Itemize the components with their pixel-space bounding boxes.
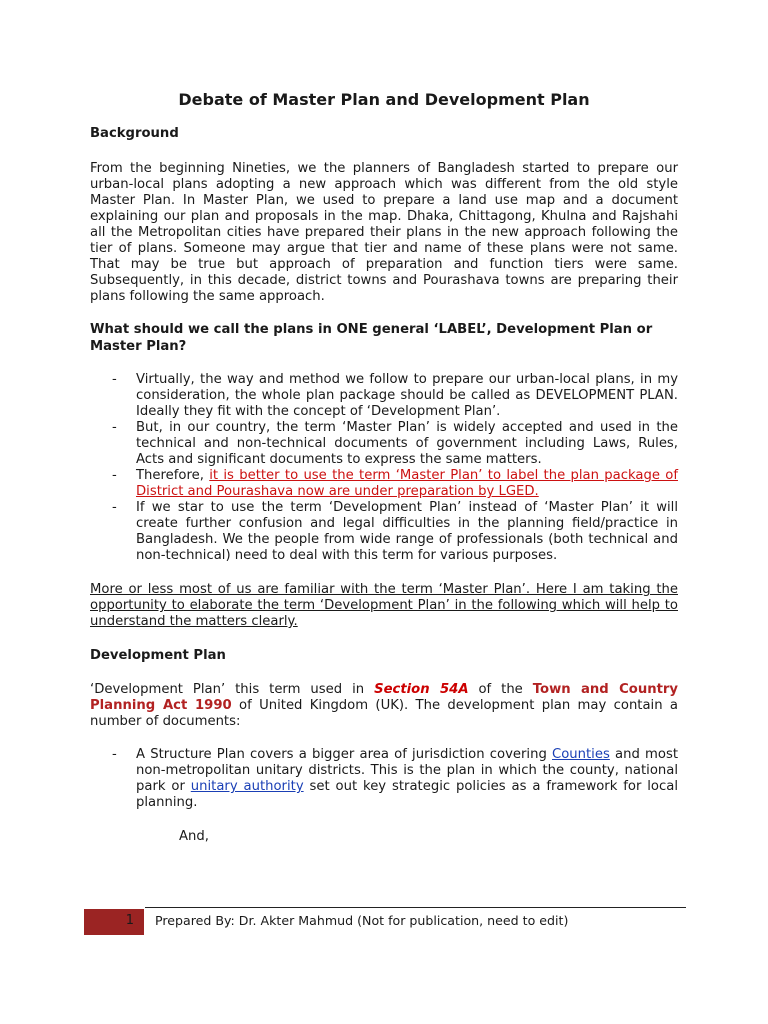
act-reference: Town and Country Planning Act 1990: [90, 682, 678, 713]
question-list: [112, 372, 678, 564]
structure-plan-text-1: A Structure Plan covers a bigger area of jurisdiction covering: [136, 747, 553, 762]
section-reference: Section 54A: [374, 682, 469, 697]
list-item: - If we star to use the term ‘Development Plan’ instead of ‘Master Plan’ it will create further confusion and legal difficulties in the planning field/practice in Bangladesh. We the people from wide range of professionals (both technical and non-technical) need to deal with this term for various purposes.: [112, 500, 678, 564]
counties-link[interactable]: Counties: [552, 747, 610, 762]
list-item: [112, 468, 678, 500]
document-title: Debate of Master Plan and Development Plan: [178, 90, 590, 109]
background-paragraph: From the beginning Nineties, we the planners of Bangladesh started to prepare our urban-local plans adopting a new approach which was different from the old style Master Plan. In Master Plan, we used to prepare a land use map and a document explaining our plan and proposals in the map. Dhaka, Chittagong, Khulna and Rajshahi all the Metropolitan cities have prepared their plans in the new approach following the tier of plans. Someone may argue that tier and name of these plans were not same. That may be true but approach of preparation and function tiers were same. Subsequently, in this decade, district towns and Pourashava towns are preparing their plans following the same approach.: [90, 161, 678, 304]
dp-text-end: of United Kingdom (UK). The development plan may contain a number of documents:: [90, 698, 678, 729]
structure-plan-text-2: and most non-metropolitan unitary districts. This is the plan in which the county, national park or: [136, 747, 678, 794]
footer-divider: [145, 907, 686, 908]
dp-text-mid: of the: [468, 682, 533, 697]
development-plan-list: [112, 747, 678, 811]
list-item: - Virtually, the way and method we follow to prepare our urban-local plans, in my consideration, the whole plan package should be called as DEVELOPMENT PLAN. Ideally they fit with the concept of ‘Development Plan’.: [112, 372, 678, 420]
development-plan-heading: Development Plan: [90, 648, 226, 663]
closing-paragraph: More or less most of us are familiar with the term ‘Master Plan’. Here I am taking the opportunity to elaborate the term ‘Development Plan’ in the following which will help to understand the matters clearly.: [90, 582, 678, 629]
unitary-authority-link[interactable]: unitary authority: [190, 779, 304, 794]
structure-plan-text-3: set out key strategic policies as a framework for local planning.: [136, 779, 678, 810]
list-item: [112, 747, 678, 811]
list-item: - But, in our country, the term ‘Master Plan’ is widely accepted and used in the technical and non-technical documents of government including Laws, Rules, Acts and significant documents to express the same matters.: [112, 420, 678, 468]
recommendation-link[interactable]: it is better to use the term ‘Master Plan’ to label the plan package of District and Pourashava now are under preparation by LGED.: [136, 468, 678, 499]
and-text: And,: [179, 829, 209, 844]
background-heading: Background: [90, 126, 179, 141]
development-plan-paragraph: [90, 682, 678, 730]
question-heading: What should we call the plans in ONE general ‘LABEL’, Development Plan or Master Plan?: [90, 322, 653, 354]
dp-text-start: ‘Development Plan’ this term used in: [90, 682, 375, 697]
list-item-lead: Therefore,: [136, 468, 210, 483]
page-number-box: [84, 909, 144, 935]
page-number: 1: [125, 913, 134, 928]
footer-text: Prepared By: Dr. Akter Mahmud (Not for publication, need to edit): [155, 913, 569, 928]
